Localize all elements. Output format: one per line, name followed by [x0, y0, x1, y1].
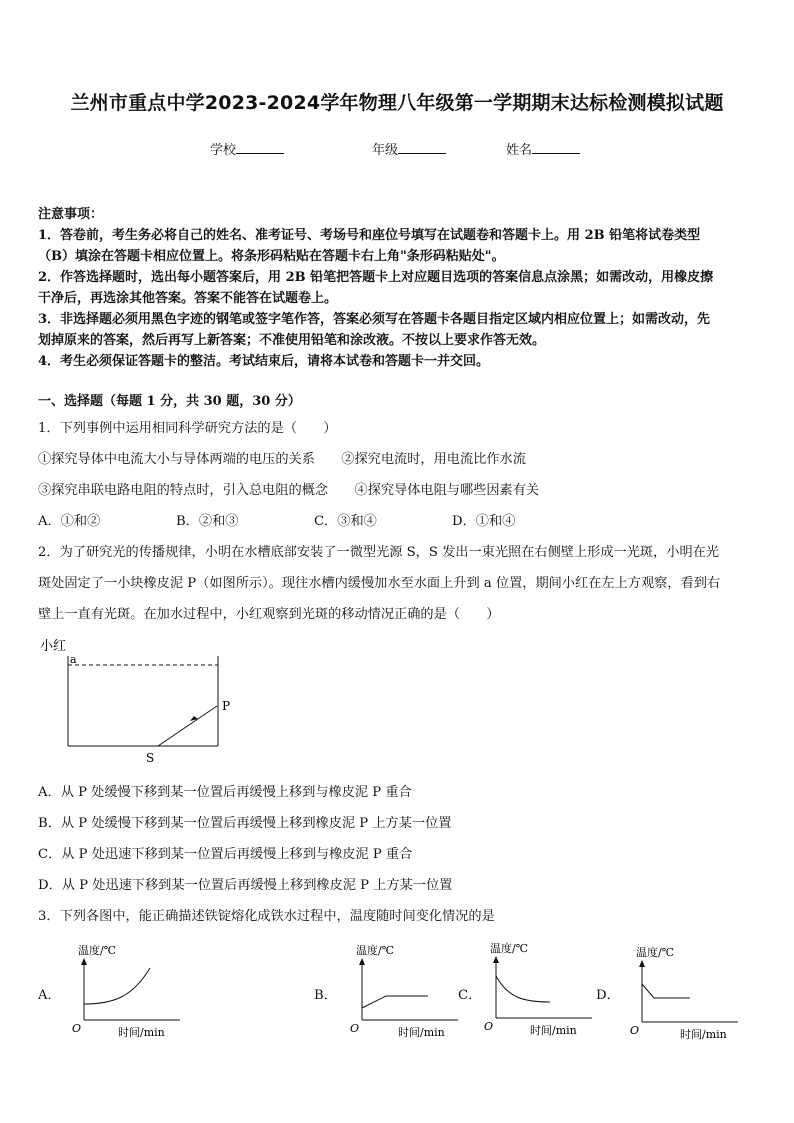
graph-origin: O	[72, 1022, 82, 1035]
q1-stem: 1．下列事例中运用相同科学研究方法的是（ ）	[38, 421, 337, 436]
notice-heading: 注意事项：	[38, 207, 104, 222]
graph-xlabel: 时间/min	[118, 1026, 165, 1039]
observer-label: 小红	[40, 639, 67, 654]
graph-curve	[642, 984, 690, 998]
notice-line: 3．非选择题必须用黑色字迹的钢笔或签字笔作答，答案必须写在答题卡各题目指定区域内相应位置上；如需改动，先	[38, 312, 711, 327]
school-blank	[236, 141, 284, 154]
level-label: a	[70, 653, 77, 666]
light-ray	[158, 706, 217, 746]
q2-stem-line: 斑处固定了一小块橡皮泥 P（如图所示）。现往水槽内缓慢加水至水面上升到 a 位置，期间小红在左上方观察，看到右	[38, 576, 721, 591]
graph-ylabel: 温度/℃	[78, 944, 117, 957]
q2-option-a: A．从 P 处缓慢下移到某一位置后再缓慢上移到与橡皮泥 P 重合	[38, 785, 412, 800]
q2-stem-line: 壁上一直有光斑。在加水过程中，小红观察到光斑的移动情况正确的是（ ）	[38, 607, 500, 622]
graph-xlabel: 时间/min	[680, 1028, 727, 1041]
source-s-label: S	[146, 751, 155, 765]
notice-line: 干净后，再选涂其他答案。答案不能答在试题卷上。	[38, 291, 338, 306]
q2-tank-figure	[36, 634, 256, 770]
graph-origin: O	[484, 1020, 494, 1033]
graph-ylabel: 温度/℃	[490, 942, 529, 955]
graph-origin: O	[350, 1022, 360, 1035]
grade-label: 年级	[372, 143, 399, 158]
grade-blank	[398, 141, 446, 154]
grade-field	[372, 139, 446, 158]
q3-graph-a	[64, 940, 188, 1040]
q3-option-d-letter: D．	[596, 988, 620, 1003]
q1-option-a: A．①和②	[38, 514, 101, 529]
notice-line: 2．作答选择题时，选出每小题答案后，用 2B 铅笔把答题卡上对应题目选项的答案信息点涂黑；如需改动，用橡皮擦	[38, 270, 714, 285]
q1-option-d: D．①和④	[452, 514, 516, 529]
notice-line: 1．答卷前，考生务必将自己的姓名、准考证号、考场号和座位号填写在试题卷和答题卡上。用 2B 铅笔将试卷类型	[38, 228, 701, 243]
section-heading: 一、选择题（每题 1 分，共 30 题，30 分）	[38, 394, 301, 409]
graph-curve	[496, 976, 550, 1002]
q1-item: ①探究导体中电流大小与导体两端的电压的关系 ②探究电流时，用电流比作水流	[38, 452, 526, 467]
q2-stem-line: 2．为了研究光的传播规律，小明在水槽底部安装了一微型光源 S，S 发出一束光照在右侧壁上形成一光斑，小明在光	[38, 545, 720, 560]
y-axis-arrow-icon	[639, 960, 645, 967]
q3-graph-d	[622, 942, 746, 1042]
q1-option-c: C．③和④	[314, 514, 377, 529]
graph-xlabel: 时间/min	[530, 1024, 577, 1037]
notice-line: （B）填涂在答题卡相应位置上。将条形码粘贴在答题卡右上角"条形码粘贴处"。	[38, 249, 505, 264]
school-label: 学校	[210, 143, 237, 158]
q3-option-c-letter: C．	[458, 988, 482, 1003]
q1-item: ③探究串联电路电阻的特点时，引入总电阻的概念 ④探究导体电阻与哪些因素有关	[38, 483, 540, 498]
y-axis-arrow-icon	[359, 958, 365, 965]
name-field	[506, 139, 580, 158]
q3-graph-c	[476, 938, 600, 1038]
graph-origin: O	[630, 1024, 640, 1037]
point-p-label: P	[222, 699, 231, 713]
q3-graph-b	[342, 940, 466, 1040]
notice-line: 划掉原来的答案，然后再写上新答案；不准使用铅笔和涂改液。不按以上要求作答无效。	[38, 333, 546, 348]
q2-option-c: C．从 P 处迅速下移到某一位置后再缓慢上移到与橡皮泥 P 重合	[38, 847, 413, 862]
graph-ylabel: 温度/℃	[636, 946, 675, 959]
graph-xlabel: 时间/min	[398, 1026, 445, 1039]
school-field	[210, 139, 284, 158]
q3-option-b-letter: B．	[314, 988, 337, 1003]
q2-option-d: D．从 P 处迅速下移到某一位置后再缓慢上移到橡皮泥 P 上方某一位置	[38, 878, 453, 893]
graph-curve	[84, 968, 150, 1004]
y-axis-arrow-icon	[81, 958, 87, 965]
y-axis-arrow-icon	[493, 956, 499, 963]
graph-ylabel: 温度/℃	[356, 944, 395, 957]
q2-option-b: B．从 P 处缓慢下移到某一位置后再缓慢上移到橡皮泥 P 上方某一位置	[38, 816, 452, 831]
name-blank	[532, 141, 580, 154]
name-label: 姓名	[506, 143, 533, 158]
q3-option-a-letter: A．	[38, 988, 61, 1003]
notice-line: 4．考生必须保证答题卡的整洁。考试结束后，请将本试卷和答题卡一并交回。	[38, 354, 490, 369]
q1-option-b: B．②和③	[176, 514, 239, 529]
q3-stem: 3．下列各图中，能正确描述铁锭熔化成铁水过程中，温度随时间变化情况的是	[38, 909, 495, 924]
page-title: 兰州市重点中学2023-2024学年物理八年级第一学期期末达标检测模拟试题	[70, 92, 724, 114]
graph-curve	[362, 996, 428, 1008]
